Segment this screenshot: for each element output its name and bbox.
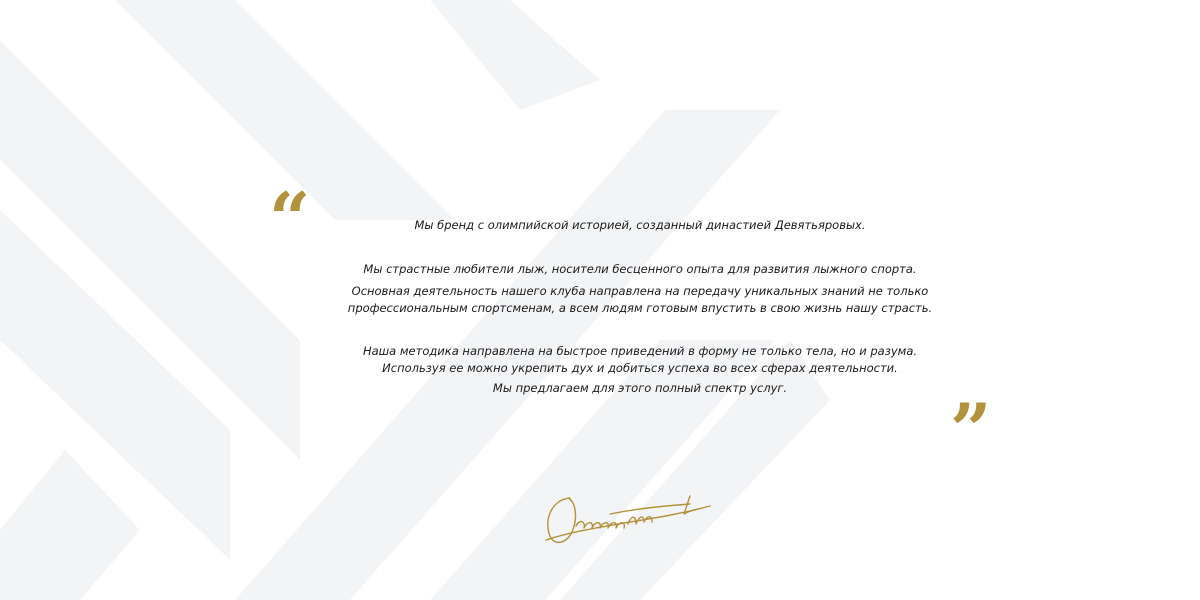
quote-paragraph-5: Мы предлагаем для этого полный спектр услуг. [492, 381, 788, 395]
opening-quote-mark: “ [269, 176, 311, 261]
quote-paragraph-4: Наша методика направлена на быстрое приведений в форму не только тела, но и разума. Используя ее можно укрепить дух и добиться успеха во всех сферах деятельности. [362, 344, 918, 375]
quote-paragraph-2: Мы страстные любители лыж, носители бесценного опыта для развития лыжного спорта. [363, 262, 917, 276]
closing-quote-mark: ” [950, 387, 992, 472]
quote-paragraph-1: Мы бренд с олимпийской историей, созданный династией Девятьяровых. [414, 218, 866, 232]
signature-icon [540, 488, 715, 552]
quote-paragraph-3: Основная деятельность нашего клуба направлена на передачу уникальных знаний не только профессиональным спортсменам, а всем людям готовым впустить в свою жизнь нашу страсть. [347, 284, 933, 315]
